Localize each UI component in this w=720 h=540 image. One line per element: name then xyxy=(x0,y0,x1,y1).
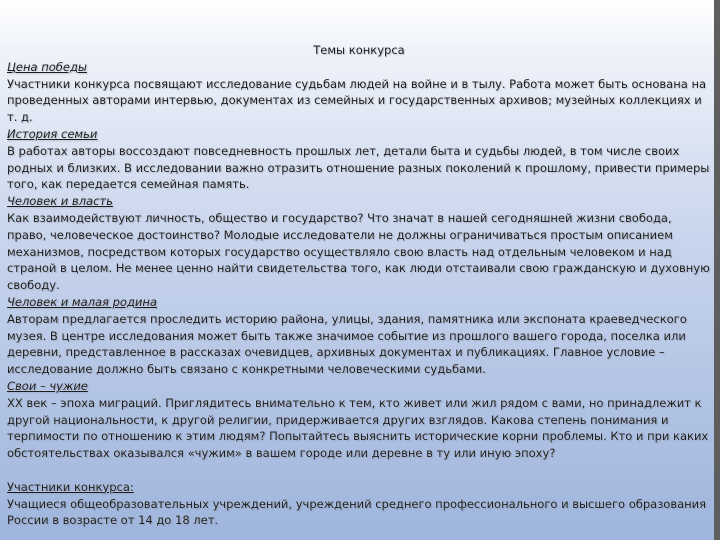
section-heading-ours-and-strangers: Свои – чужие xyxy=(7,378,88,393)
participants-text: Учащиеся общеобразовательных учреждений, учреждений среднего профессионального и высшего образования России в возрасте от 14 до 18 лет. xyxy=(7,496,707,528)
section-text-ours-and-strangers: ХХ век – эпоха миграций. Приглядитесь внимательно к тем, кто живет или жил рядом с вами, но принадлежит к другой национальности, к другой религии, придерживается других взглядов. Какова степень понимания и терпимости по отношению к этим людям? Попытайтесь выяснить исторические корни проблемы. Кто и при каких обстоятельствах оказывался «чужим» в вашем городе или деревне в ту или иную эпоху? xyxy=(7,395,709,461)
section-heading-small-homeland: Человек и малая родина xyxy=(7,294,157,309)
section-text-family-history: В работах авторы воссоздают повседневность прошлых лет, детали быта и судьбы людей, в том числе своих родных и близких. В исследовании важно отразить отношение разных поколений к прошлому, привести примеры того, как передается семейная память. xyxy=(7,143,710,192)
document-body xyxy=(7,42,711,529)
participants-heading: Участники конкурса: xyxy=(7,479,134,494)
frame-edge xyxy=(714,0,720,540)
section-heading-family-history: История семьи xyxy=(7,126,98,141)
section-text-price-of-victory: Участники конкурса посвящают исследование судьбам людей на войне и в тылу. Работа может быть основана на проведенных авторами интервью, документах из семейных и государственных архивов; музейных коллекциях и т. д. xyxy=(7,76,707,125)
spacer xyxy=(7,462,711,479)
document-title: Темы конкурса xyxy=(313,43,405,57)
section-heading-person-and-power: Человек и власть xyxy=(7,194,113,209)
section-heading-price-of-victory: Цена победы xyxy=(7,59,87,74)
section-text-small-homeland: Авторам предлагается проследить историю района, улицы, здания, памятника или экспоната краеведческого музея. В центре исследования может быть также значимое событие из прошлого вашего города, поселка или деревни, представленное в рассказах очевидцев, архивных документах и публикациях. Главное условие – исследование должно быть связано с конкретными человеческими судьбами. xyxy=(7,311,687,377)
section-text-person-and-power: Как взаимодействуют личность, общество и государство? Что значат в нашей сегодняшней жизни свобода, право, человеческое достоинство? Молодые исследователи не должны ограничиваться простым описанием механизмов, посредством которых государство осуществляло свою власть над отдельным человеком и над страной в целом. Не менее ценно найти свидетельства того, как люди отстаивали свою гражданскую и духовную свободу. xyxy=(7,210,710,293)
